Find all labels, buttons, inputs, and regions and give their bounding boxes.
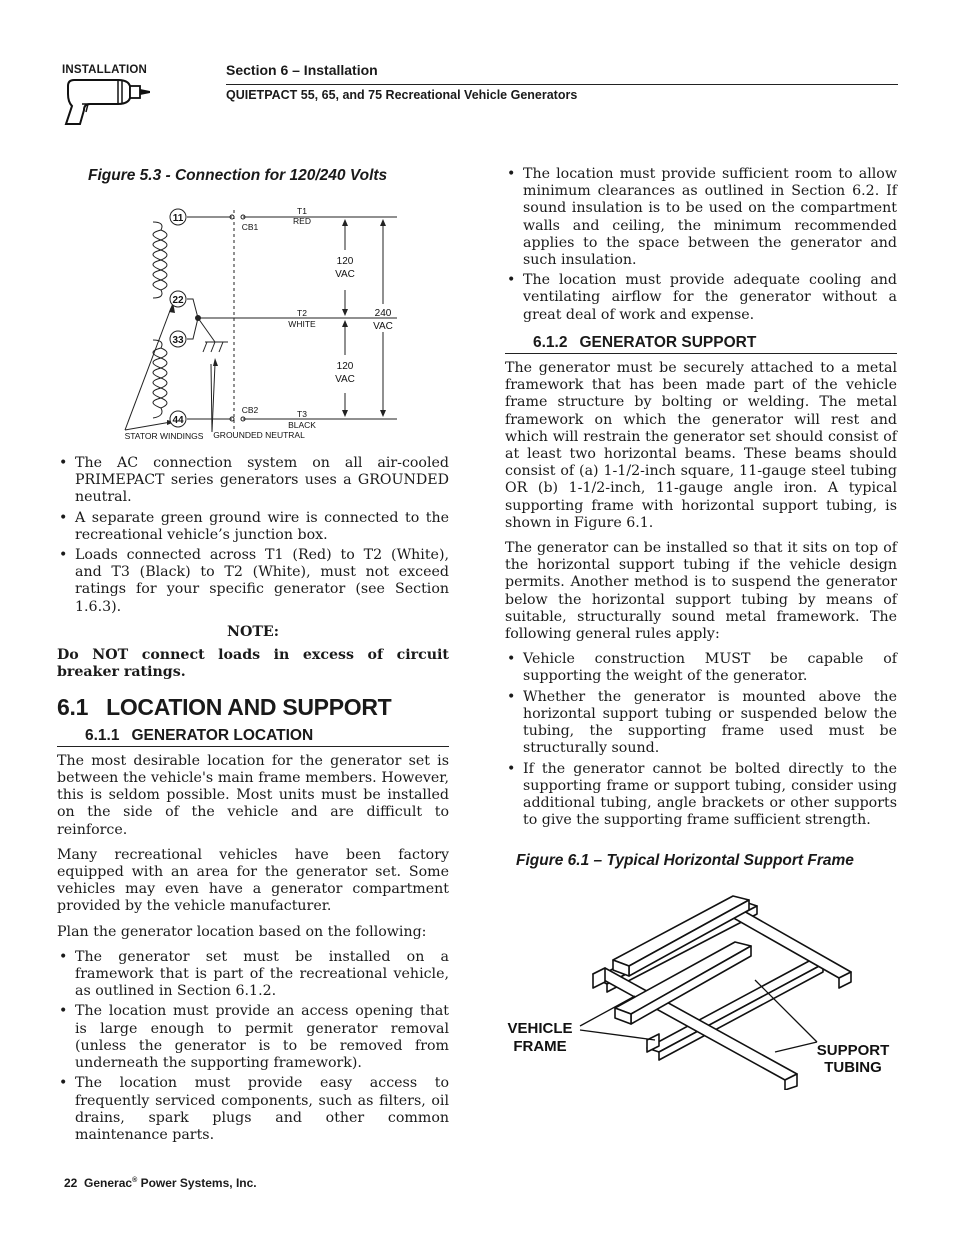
label-black: BLACK — [288, 420, 316, 430]
right-column — [505, 166, 897, 837]
terminal-11: 11 — [172, 213, 184, 224]
paragraph: The generator can be installed so that it sits on top of the horizontal support tubing if the vehicle design permits. Another method is to suspend the generator below the horizontal support tubing by means of suitable, structurally sound metal framework. The following general rules apply: — [505, 540, 897, 643]
section-title: Section 6 – Installation — [226, 62, 378, 78]
section-6-1-heading — [57, 694, 449, 721]
label-support: SUPPORT — [816, 1042, 890, 1059]
label-120-bot-b: VAC — [335, 374, 355, 385]
label-120-top-a: 120 — [336, 256, 354, 267]
label-cb2: CB2 — [241, 405, 259, 415]
footer-company: Generac — [84, 1176, 133, 1190]
label-frame: FRAME — [513, 1038, 567, 1055]
label-white: WHITE — [288, 319, 316, 329]
paragraph: The generator must be securely attached to a metal framework that has been made part of the vehicle frame structure by bolting or welding. The metal framework on which the generator will rest and which will restrain the generator set should consist of at least two horizontal beams. These beams should consist of (a) 1-1/2-inch square, 11-gauge steel tubing OR (b) 1-1/2-inch, 11-gauge angle iron. A typical supporting frame with horizontal support tubing, is shown in Figure 6.1. — [505, 360, 897, 531]
terminal-22: 22 — [172, 295, 184, 306]
label-240-b: VAC — [373, 321, 393, 332]
section-6-1-1-number: 6.1.1 — [85, 726, 120, 744]
section-6-1-number: 6.1 — [57, 694, 89, 721]
label-vehicle: VEHICLE — [507, 1020, 573, 1037]
page-footer — [64, 1176, 257, 1190]
label-t2: T2 — [297, 308, 307, 318]
list-item: • The generator set must be installed on a framework that is part of the recreational vehicle, as outlined in Section 6.1.2. — [57, 949, 449, 1001]
list-item: • If the generator cannot be bolted directly to the supporting frame or support tubing, consider using additional tubing, angle brackets or other supports to give the supporting frame sufficient strength. — [505, 761, 897, 830]
list-item: • A separate green ground wire is connected to the recreational vehicle’s junction box. — [57, 510, 449, 544]
paragraph: The most desirable location for the generator set is between the vehicle's main frame members. However, this is seldom possible. Most units must be installed on the side of the vehicle and are difficult to reinforce. — [57, 752, 449, 838]
list-item: • The AC connection system on all air-cooled PRIMEPACT series generators uses a GROUNDED neutral. — [57, 455, 449, 507]
label-tubing: TUBING — [824, 1059, 882, 1076]
section-6-1-title: LOCATION AND SUPPORT — [106, 694, 392, 721]
drill-icon — [60, 76, 154, 128]
paragraph: Many recreational vehicles have been factory equipped with an area for the generator set. Some vehicles may even have a generator compartment provided by the vehicle manufacturer. — [57, 846, 449, 915]
section-6-1-1-heading — [57, 727, 449, 747]
footer-company-rest: Power Systems, Inc. — [137, 1176, 257, 1190]
section-6-1-2-heading — [505, 334, 897, 354]
terminal-33: 33 — [172, 335, 184, 346]
label-grounded-neutral: GROUNDED NEUTRAL — [213, 430, 305, 440]
section-6-1-1-title: GENERATOR LOCATION — [131, 726, 314, 744]
list-item: • Vehicle construction MUST be capable of supporting the weight of the generator. — [505, 651, 897, 685]
list-item: • Whether the generator is mounted above the horizontal support tubing or suspended below the tubing, the supporting frame used must be structurally sound. — [505, 689, 897, 758]
note-body: Do NOT connect loads in excess of circuit breaker ratings. — [57, 647, 449, 681]
paragraph: Plan the generator location based on the following: — [57, 923, 427, 940]
label-240-a: 240 — [374, 308, 392, 319]
ac-connection-bullets — [57, 455, 449, 616]
document-subtitle: QUIETPACT 55, 65, and 75 Recreational Vehicle Generators — [226, 88, 578, 102]
section-6-1-2-number: 6.1.2 — [533, 333, 568, 351]
figure-5-3-caption: Figure 5.3 - Connection for 120/240 Volts — [88, 167, 388, 184]
general-rules-bullets — [505, 651, 897, 829]
terminal-44: 44 — [172, 415, 184, 426]
note-heading: NOTE: — [227, 623, 279, 640]
label-t1: T1 — [297, 206, 307, 216]
label-120-top-b: VAC — [335, 269, 355, 280]
label-120-bot-a: 120 — [336, 361, 354, 372]
list-item: • The location must provide adequate cooling and ventilating airflow for the generator without a great deal of work and expense. — [505, 272, 897, 324]
figure-6-1-caption: Figure 6.1 – Typical Horizontal Support Frame — [516, 852, 854, 869]
page-number: 22 — [64, 1176, 78, 1190]
header-rule — [226, 84, 898, 85]
left-column — [57, 455, 449, 1152]
registered-mark: ® — [132, 1177, 138, 1184]
list-item: • The location must provide an access opening that is large enough to permit generator removal (unless the generator is to be removed from underneath the supporting framework). — [57, 1003, 449, 1072]
wiring-diagram — [95, 200, 410, 445]
label-cb1: CB1 — [241, 222, 259, 232]
label-t3: T3 — [297, 409, 307, 419]
list-item: • The location must provide easy access to frequently serviced components, such as filters, oil drains, spark plugs and other common maintenance parts. — [57, 1075, 449, 1144]
section-6-1-2-title: GENERATOR SUPPORT — [579, 333, 757, 351]
location-bullets — [505, 166, 897, 324]
installation-tab-label: INSTALLATION — [62, 64, 148, 76]
plan-location-bullets — [57, 949, 449, 1144]
label-stator-windings: STATOR WINDINGS — [124, 431, 204, 441]
list-item: • The location must provide sufficient room to allow minimum clearances as outlined in Section 6.2. If sound insulation is to be used on the compartment walls and ceiling, the minimum recommended applies to the space between the generator and such insulation. — [505, 166, 897, 269]
label-red: RED — [293, 216, 311, 226]
list-item: • Loads connected across T1 (Red) to T2 (White), and T3 (Black) to T2 (White), must not exceed ratings for your specific generator (see Section 1.6.3). — [57, 547, 449, 616]
support-frame-illustration — [505, 890, 905, 1090]
